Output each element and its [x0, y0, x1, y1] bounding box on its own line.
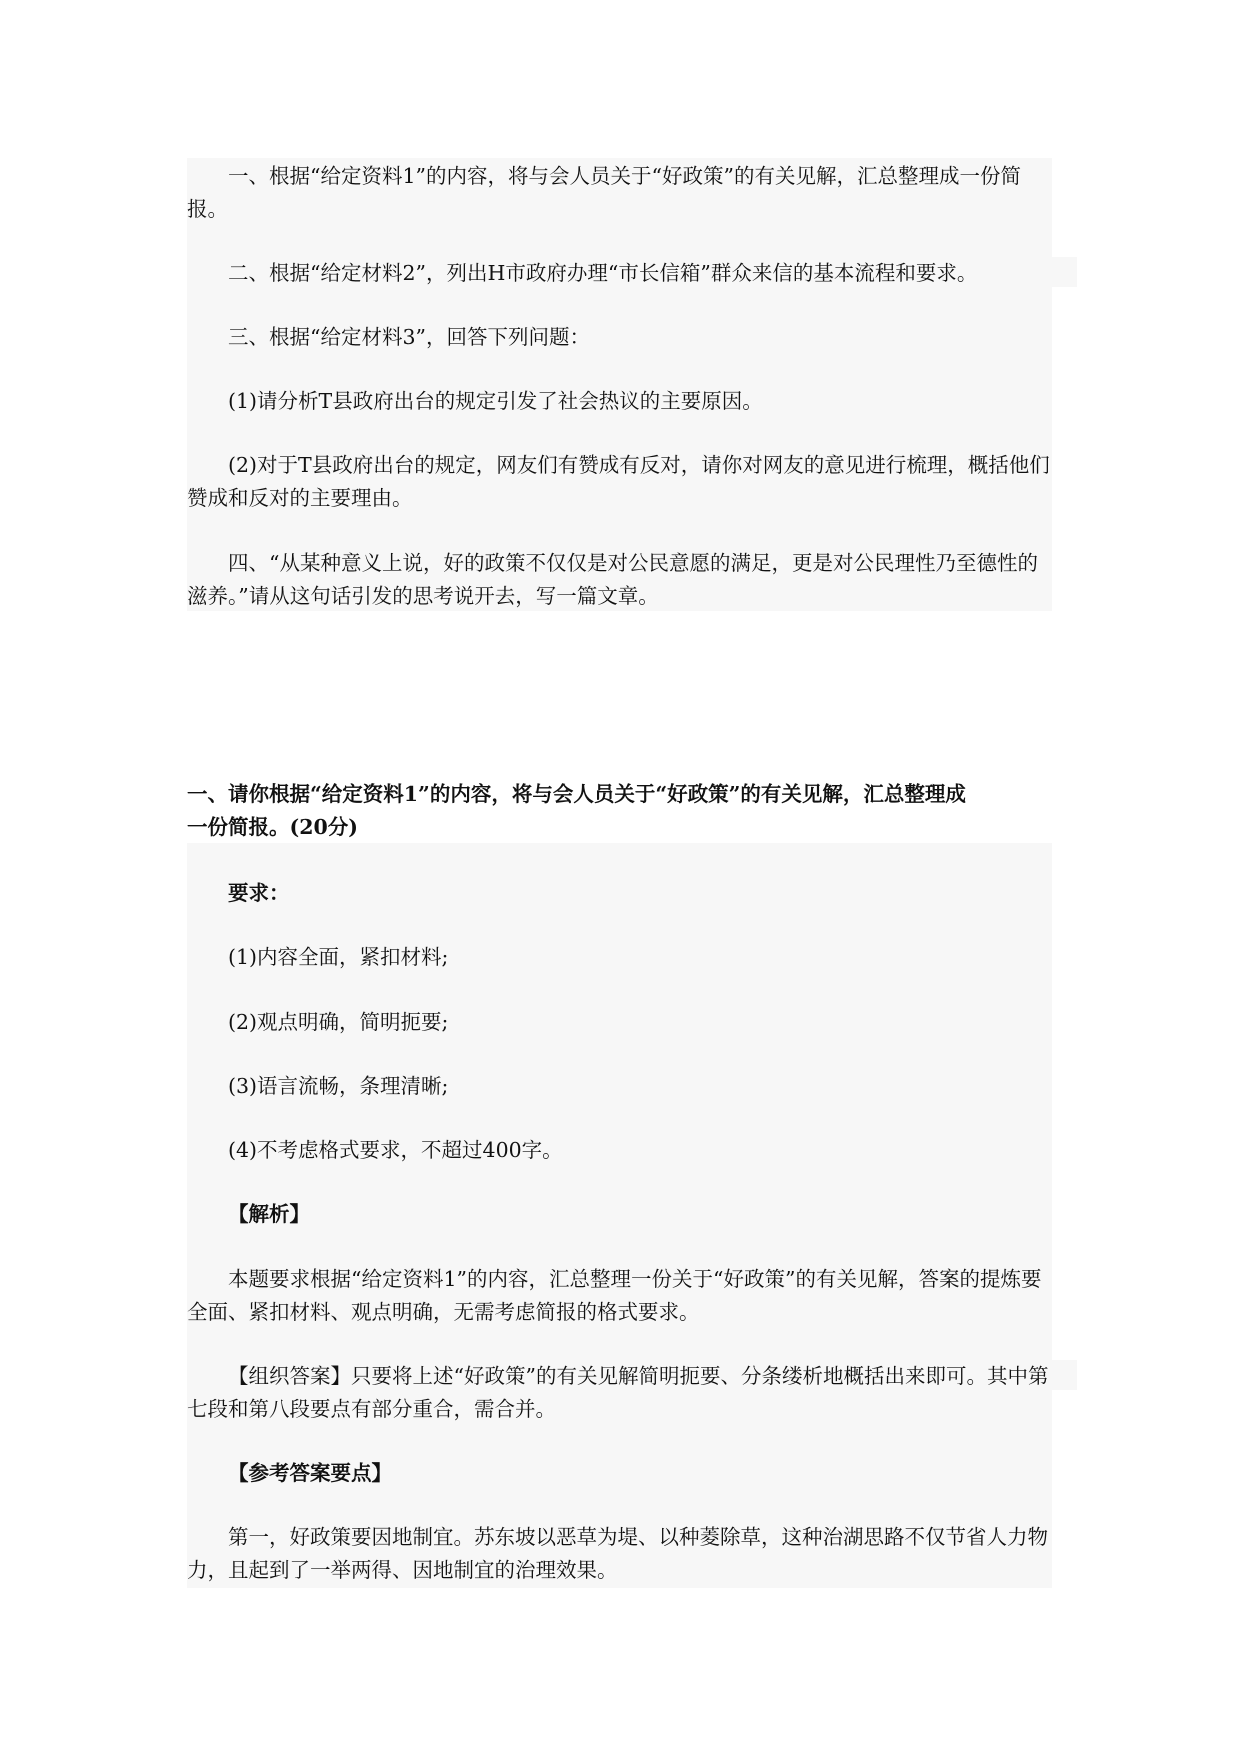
- requirements-label: 要求：: [228, 881, 290, 905]
- requirement-3: (3)语言流畅，条理清晰;: [228, 1074, 449, 1098]
- answer-1-title-line-2: 一份简报。(20分): [187, 815, 358, 839]
- analysis-text: 本题要求根据“给定资料1”的内容，汇总整理一份关于“好政策”的有关见解，答案的提炼要全面、紧扣材料、观点明确，无需考虑简报的格式要求。: [187, 1267, 1042, 1324]
- requirement-2: (2)观点明确，简明扼要;: [228, 1010, 449, 1034]
- question-3-2: (2)对于T县政府出台的规定，网友们有赞成有反对，请你对网友的意见进行梳理，概括他们赞成和反对的主要理由。: [187, 453, 1050, 510]
- organize-answer-text: 只要将上述“好政策”的有关见解简明扼要、分条缕析地概括出来即可。其中第七段和第八段要点有部分重合，需合并。: [187, 1364, 1049, 1421]
- questions-block: [187, 158, 1052, 611]
- question-1: 一、根据“给定资料1”的内容，将与会人员关于“好政策”的有关见解，汇总整理成一份简报。: [187, 164, 1021, 221]
- reference-answer-label: 【参考答案要点】: [228, 1461, 392, 1485]
- highlight-extension-2: [1052, 1360, 1077, 1390]
- question-3-1: (1)请分析T县政府出台的规定引发了社会热议的主要原因。: [228, 389, 763, 413]
- question-4: 四、“从某种意义上说，好的政策不仅仅是对公民意愿的满足，更是对公民理性乃至德性的滋养。”请从这句话引发的思考说开去，写一篇文章。: [187, 551, 1038, 608]
- analysis-label: 【解析】: [228, 1202, 310, 1226]
- answer-1-title-line-1: 一、请你根据“给定资料1”的内容，将与会人员关于“好政策”的有关见解，汇总整理成: [187, 782, 966, 806]
- requirement-4: (4)不考虑格式要求，不超过400字。: [228, 1138, 563, 1162]
- highlight-extension: [1052, 257, 1077, 287]
- organize-answer-label: 【组织答案】: [228, 1364, 351, 1388]
- answer-1-block: [187, 843, 1052, 1588]
- organize-answer-paragraph: [187, 1360, 1052, 1426]
- requirement-1: (1)内容全面，紧扣材料;: [228, 945, 449, 969]
- question-2: 二、根据“给定材料2”，列出H市政府办理“市长信箱”群众来信的基本流程和要求。: [228, 261, 978, 285]
- reference-point-1: 第一，好政策要因地制宜。苏东坡以恶草为堤、以种菱除草，这种治湖思路不仅节省人力物力，且起到了一举两得、因地制宜的治理效果。: [187, 1525, 1048, 1582]
- question-3: 三、根据“给定材料3”，回答下列问题：: [228, 325, 591, 349]
